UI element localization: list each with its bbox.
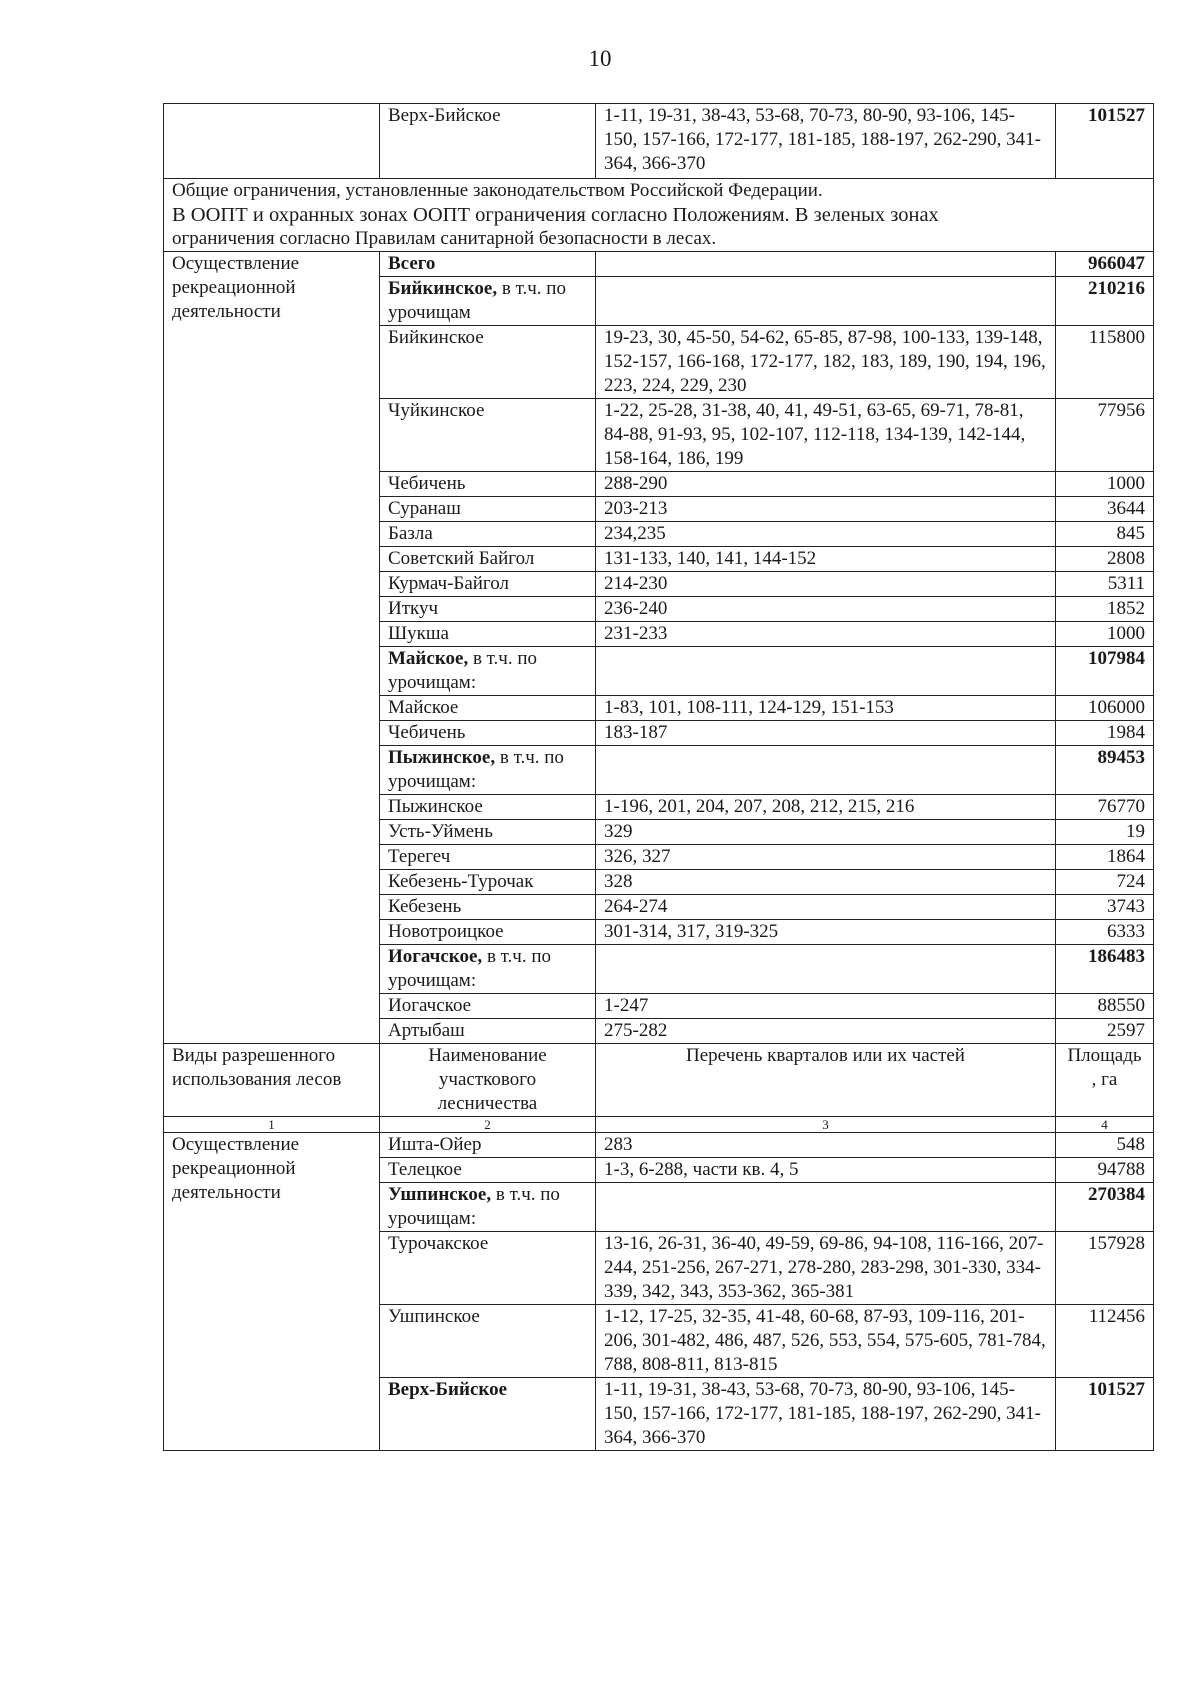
quarters-cell: 301-314, 317, 319-325 bbox=[596, 920, 1056, 945]
forestry-name-cell bbox=[380, 1305, 596, 1378]
top-area-cell: 101527 bbox=[1056, 104, 1154, 179]
top-activity-cell bbox=[164, 104, 380, 179]
quarters-cell: 264-274 bbox=[596, 895, 1056, 920]
forestry-name-cell bbox=[380, 721, 596, 746]
quarters-cell: 1-22, 25-28, 31-38, 40, 41, 49-51, 63-65, 69-71, 78-81, 84-88, 91-93, 95, 102-107, 112-118, 134-139, 142-144, 158-164, 186, 199 bbox=[596, 399, 1056, 472]
forestry-name: Артыбаш bbox=[388, 1020, 465, 1041]
forestry-name-cell bbox=[380, 994, 596, 1019]
quarters-cell: 288-290 bbox=[596, 472, 1056, 497]
forestry-name: Иогачское, bbox=[388, 946, 483, 967]
quarters-cell: 19-23, 30, 45-50, 54-62, 65-85, 87-98, 100-133, 139-148, 152-157, 166-168, 172-177, 182, 183, 189, 190, 194, 196, 223, 224, 229, 230 bbox=[596, 326, 1056, 399]
top-row bbox=[164, 104, 1154, 179]
forestry-name: Курмач-Байгол bbox=[388, 573, 509, 594]
forestry-name-cell bbox=[380, 1158, 596, 1183]
top-quarters-cell: 1-11, 19-31, 38-43, 53-68, 70-73, 80-90, 93-106, 145-150, 157-166, 172-177, 181-185, 188-197, 262-290, 341-364, 366-370 bbox=[596, 104, 1056, 179]
forestry-name: Советский Байгол bbox=[388, 548, 535, 569]
area-cell: 115800 bbox=[1056, 326, 1154, 399]
area-cell: 1000 bbox=[1056, 472, 1154, 497]
forestry-name-suffix: в т.ч. по урочищам: bbox=[388, 747, 564, 792]
quarters-cell: 13-16, 26-31, 36-40, 49-59, 69-86, 94-108, 116-166, 207-244, 251-256, 267-271, 278-280, 283-298, 301-330, 334-339, 342, 343, 353-362, 365-381 bbox=[596, 1232, 1056, 1305]
forestry-name-cell bbox=[380, 622, 596, 647]
forestry-name: Иткуч bbox=[388, 598, 439, 619]
forestry-name: Шукша bbox=[388, 623, 449, 644]
forestry-name-cell bbox=[380, 820, 596, 845]
quarters-cell: 1-83, 101, 108-111, 124-129, 151-153 bbox=[596, 696, 1056, 721]
forestry-name: Терегеч bbox=[388, 846, 451, 867]
area-cell: 89453 bbox=[1056, 746, 1154, 795]
forestry-name: Ишта-Ойер bbox=[388, 1134, 482, 1155]
forestry-name-cell bbox=[380, 252, 596, 277]
quarters-cell bbox=[596, 647, 1056, 696]
forestry-name: Усть-Уймень bbox=[388, 821, 493, 842]
area-cell: 270384 bbox=[1056, 1183, 1154, 1232]
quarters-cell: 1-247 bbox=[596, 994, 1056, 1019]
quarters-cell: 183-187 bbox=[596, 721, 1056, 746]
area-cell: 3644 bbox=[1056, 497, 1154, 522]
forestry-name-cell bbox=[380, 597, 596, 622]
area-cell: 107984 bbox=[1056, 647, 1154, 696]
forestry-name-suffix: в т.ч. по урочищам: bbox=[388, 946, 552, 991]
forestry-name-cell bbox=[380, 1378, 596, 1451]
forestry-name: Турочакское bbox=[388, 1233, 489, 1254]
table-row bbox=[164, 1133, 1154, 1158]
area-cell: 112456 bbox=[1056, 1305, 1154, 1378]
quarters-cell: 1-196, 201, 204, 207, 208, 212, 215, 216 bbox=[596, 795, 1056, 820]
forestry-name-cell bbox=[380, 696, 596, 721]
forestry-name-cell bbox=[380, 647, 596, 696]
area-cell: 157928 bbox=[1056, 1232, 1154, 1305]
forestry-name: Чебичень bbox=[388, 473, 466, 494]
forestry-name-cell bbox=[380, 945, 596, 994]
forestry-name-cell bbox=[380, 326, 596, 399]
quarters-cell bbox=[596, 277, 1056, 326]
forest-use-table bbox=[163, 103, 1154, 1451]
forestry-name-suffix: в т.ч. по урочищам bbox=[388, 278, 566, 323]
forestry-name: Телецкое bbox=[388, 1159, 462, 1180]
restrictions-line-2: В ООПТ и охранных зонах ООПТ ограничения согласно Положениям. В зеленых зонах bbox=[172, 204, 939, 226]
forestry-name: Суранаш bbox=[388, 498, 461, 519]
forestry-name: Верх-Бийское bbox=[388, 1379, 508, 1400]
forestry-name-cell bbox=[380, 845, 596, 870]
forestry-name-cell bbox=[380, 399, 596, 472]
area-cell: 2597 bbox=[1056, 1019, 1154, 1044]
header-usage-type: Виды разрешенного использования лесов bbox=[164, 1044, 380, 1117]
forestry-name-suffix: в т.ч. по урочищам: bbox=[388, 1184, 560, 1229]
quarters-cell bbox=[596, 746, 1056, 795]
forestry-name: Майское bbox=[388, 697, 459, 718]
forestry-name-cell bbox=[380, 870, 596, 895]
area-cell: 1000 bbox=[1056, 622, 1154, 647]
area-cell: 186483 bbox=[1056, 945, 1154, 994]
quarters-cell: 328 bbox=[596, 870, 1056, 895]
quarters-cell: 1-11, 19-31, 38-43, 53-68, 70-73, 80-90, 93-106, 145-150, 157-166, 172-177, 181-185, 188-197, 262-290, 341-364, 366-370 bbox=[596, 1378, 1056, 1451]
forestry-name-cell bbox=[380, 746, 596, 795]
quarters-cell: 236-240 bbox=[596, 597, 1056, 622]
activity-cell: Осуществление рекреационной деятельности bbox=[164, 1133, 380, 1451]
forestry-name-cell bbox=[380, 1019, 596, 1044]
column-header-row bbox=[164, 1044, 1154, 1117]
quarters-cell bbox=[596, 945, 1056, 994]
quarters-cell: 329 bbox=[596, 820, 1056, 845]
forestry-name: Бийкинское, bbox=[388, 278, 498, 299]
forestry-name-suffix: в т.ч. по урочищам: bbox=[388, 648, 538, 693]
forestry-name: Майское, bbox=[388, 648, 469, 669]
forestry-name-cell bbox=[380, 472, 596, 497]
area-cell: 2808 bbox=[1056, 547, 1154, 572]
column-number: 1 bbox=[164, 1117, 380, 1133]
area-cell: 77956 bbox=[1056, 399, 1154, 472]
area-cell: 1984 bbox=[1056, 721, 1154, 746]
area-cell: 3743 bbox=[1056, 895, 1154, 920]
area-cell: 1852 bbox=[1056, 597, 1154, 622]
forestry-name: Всего bbox=[388, 253, 436, 274]
header-forestry-name: Наименование участкового лесничества bbox=[380, 1044, 596, 1117]
page-number: 10 bbox=[588, 46, 612, 71]
quarters-cell: 214-230 bbox=[596, 572, 1056, 597]
forestry-name-cell bbox=[380, 895, 596, 920]
forestry-name: Ушпинское, bbox=[388, 1184, 492, 1205]
forestry-name-cell bbox=[380, 1133, 596, 1158]
area-cell: 724 bbox=[1056, 870, 1154, 895]
column-number: 2 bbox=[380, 1117, 596, 1133]
column-number-row bbox=[164, 1117, 1154, 1133]
forestry-name-cell bbox=[380, 920, 596, 945]
forestry-name: Пыжинское bbox=[388, 796, 483, 817]
forestry-name: Новотроицкое bbox=[388, 921, 504, 942]
restrictions-line-3: ограничения согласно Правилам санитарной безопасности в лесах. bbox=[172, 228, 717, 249]
forestry-name: Чебичень bbox=[388, 722, 466, 743]
activity-cell: Осуществление рекреационной деятельности bbox=[164, 252, 380, 1044]
area-cell: 210216 bbox=[1056, 277, 1154, 326]
forestry-name: Иогачское bbox=[388, 995, 472, 1016]
area-cell: 94788 bbox=[1056, 1158, 1154, 1183]
forestry-name-cell bbox=[380, 522, 596, 547]
forestry-name: Ушпинское bbox=[388, 1306, 480, 1327]
area-cell: 845 bbox=[1056, 522, 1154, 547]
quarters-cell: 234,235 bbox=[596, 522, 1056, 547]
header-area: Площадь , га bbox=[1056, 1044, 1154, 1117]
area-cell: 88550 bbox=[1056, 994, 1154, 1019]
quarters-cell: 231-233 bbox=[596, 622, 1056, 647]
area-cell: 101527 bbox=[1056, 1378, 1154, 1451]
quarters-cell bbox=[596, 252, 1056, 277]
quarters-cell: 275-282 bbox=[596, 1019, 1056, 1044]
quarters-cell: 203-213 bbox=[596, 497, 1056, 522]
area-cell: 76770 bbox=[1056, 795, 1154, 820]
forestry-name-cell bbox=[380, 497, 596, 522]
area-cell: 6333 bbox=[1056, 920, 1154, 945]
forestry-name-cell bbox=[380, 547, 596, 572]
quarters-cell bbox=[596, 1183, 1056, 1232]
forestry-name: Чуйкинское bbox=[388, 400, 485, 421]
restrictions-row bbox=[164, 179, 1154, 252]
forestry-name: Базла bbox=[388, 523, 433, 544]
quarters-cell: 326, 327 bbox=[596, 845, 1056, 870]
header-quarters-list: Перечень кварталов или их частей bbox=[596, 1044, 1056, 1117]
table-row bbox=[164, 252, 1154, 277]
area-cell: 5311 bbox=[1056, 572, 1154, 597]
area-cell: 1864 bbox=[1056, 845, 1154, 870]
forestry-name-cell bbox=[380, 1232, 596, 1305]
forestry-name: Пыжинское, bbox=[388, 747, 496, 768]
top-name-cell: Верх-Бийское bbox=[380, 104, 596, 179]
restrictions-cell bbox=[164, 179, 1154, 252]
forestry-name: Кебезень bbox=[388, 896, 462, 917]
area-cell: 19 bbox=[1056, 820, 1154, 845]
forestry-name-cell bbox=[380, 1183, 596, 1232]
quarters-cell: 131-133, 140, 141, 144-152 bbox=[596, 547, 1056, 572]
forestry-name-cell bbox=[380, 277, 596, 326]
quarters-cell: 283 bbox=[596, 1133, 1056, 1158]
forestry-name-cell bbox=[380, 795, 596, 820]
column-number: 4 bbox=[1056, 1117, 1154, 1133]
forestry-name: Бийкинское bbox=[388, 327, 484, 348]
quarters-cell: 1-3, 6-288, части кв. 4, 5 bbox=[596, 1158, 1056, 1183]
area-cell: 966047 bbox=[1056, 252, 1154, 277]
area-cell: 106000 bbox=[1056, 696, 1154, 721]
area-cell: 548 bbox=[1056, 1133, 1154, 1158]
forestry-name: Кебезень-Турочак bbox=[388, 871, 534, 892]
quarters-cell: 1-12, 17-25, 32-35, 41-48, 60-68, 87-93, 109-116, 201-206, 301-482, 486, 487, 526, 553, 554, 575-605, 781-784, 788, 808-811, 813-815 bbox=[596, 1305, 1056, 1378]
restrictions-line-1: Общие ограничения, установленные законодательством Российской Федерации. bbox=[172, 180, 823, 201]
column-number: 3 bbox=[596, 1117, 1056, 1133]
forestry-name-cell bbox=[380, 572, 596, 597]
